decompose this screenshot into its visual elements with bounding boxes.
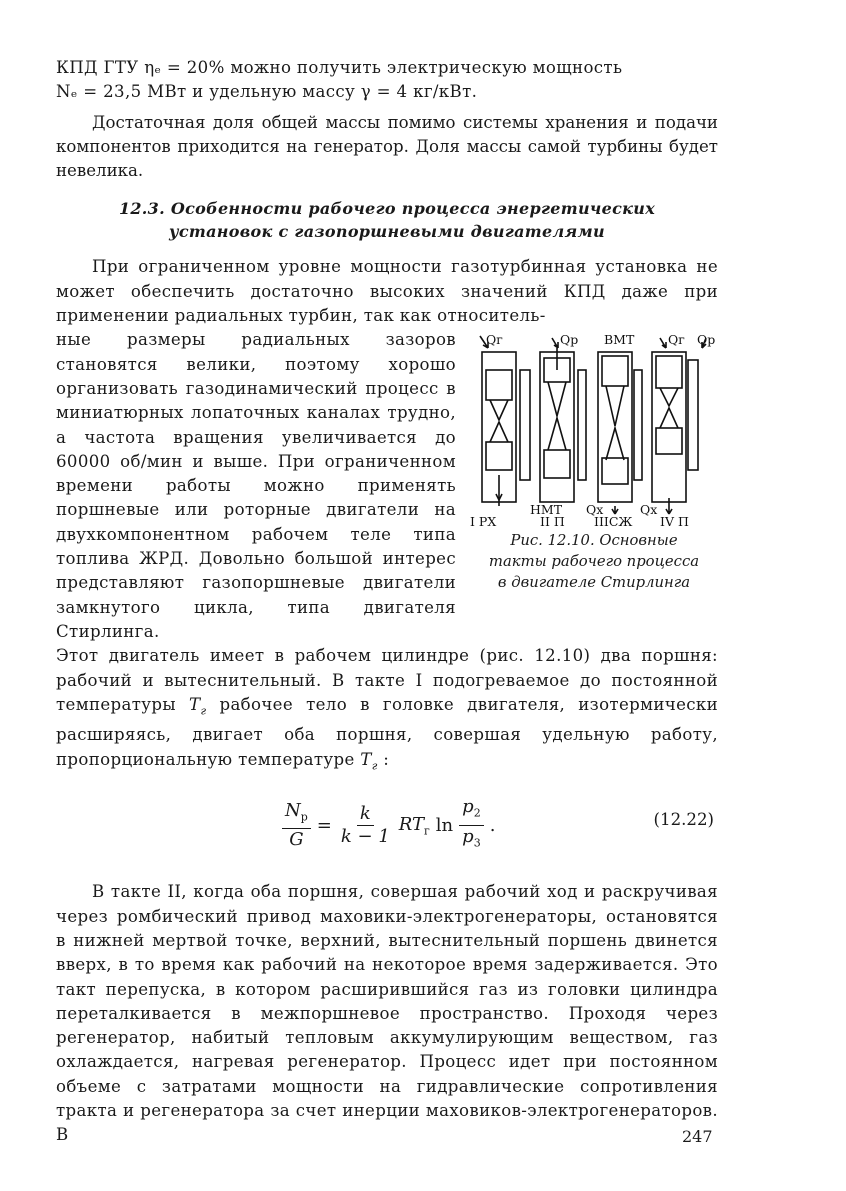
cylinder-4 xyxy=(652,352,686,502)
page-content xyxy=(56,56,718,1148)
var-t-g-2: $T_г$ xyxy=(360,749,378,773)
label-stroke-3: IIIСЖ xyxy=(594,514,633,527)
formula-ln: ln xyxy=(435,814,454,836)
equation-number: (12.22) xyxy=(653,810,714,830)
regenerator-4 xyxy=(688,360,698,470)
displacer-piston-1 xyxy=(486,370,512,400)
working-piston-1 xyxy=(486,442,512,470)
regenerator-1 xyxy=(520,370,530,480)
formula-k-ratio: $\frac{k}{k - 1}$ xyxy=(340,802,390,847)
rod-2 xyxy=(548,382,566,450)
figure-caption xyxy=(470,530,718,593)
para3-tail-part2: рабочее тело в головке двигателя, изотермически расширяясь, двигает оба поршня, совершая удельную работу, пропорциональную температуре xyxy=(56,694,719,769)
formula-body: $\frac{N_р}{G}$ = $\frac{k}{k - 1}$ $RT_г$ ln $\frac{p_2}{p_3}$ . xyxy=(282,796,495,854)
figure-stirling xyxy=(470,330,718,593)
para3-full: При ограниченном уровне мощности газотурбинная установка не может обеспечить достаточно высоких значений КПД даже при применении радиальных турбин, так как относитель- xyxy=(56,257,718,326)
page-number: 247 xyxy=(682,1127,713,1146)
var-t-g-1: $T_г$ xyxy=(189,694,207,718)
section-heading-line2: установок с газопоршневыми двигателями xyxy=(169,222,605,242)
formula-12-22 xyxy=(56,788,718,864)
label-q-g-2: Qг xyxy=(668,332,685,348)
working-piston-2 xyxy=(544,450,570,478)
para1-line2: Nₑ = 23,5 МВт и удельную массу γ = 4 кг/кВт. xyxy=(56,82,478,102)
displacer-piston-3 xyxy=(602,356,628,386)
section-heading xyxy=(56,197,718,243)
label-q-r-2: Qр xyxy=(697,332,716,348)
para3-tail-part1: Этот двигатель имеет в рабочем цилиндре (рис. 12.10) два поршня: рабочий и вытеснительный. В такте I подогреваемое до постоянной температуры xyxy=(56,646,718,714)
rod-4 xyxy=(660,388,678,428)
regenerator-3 xyxy=(634,370,642,480)
stirling-cycle-diagram xyxy=(470,330,718,526)
para3-wrapped: ные размеры радиальных зазоров становятся велики, поэтому хорошо организовать газодинамический процесс в миниатюрных лопаточных каналах трудно, а частота вращения увеличивается до 60000 об/мин и выше. При ограниченном времени работы можно применять поршневые или роторные двигатели на двухкомпонентном рабочем теле типа топлива ЖРД. Довольно большой интерес представляют газопоршневые двигатели замкнутого цикла, типа двигателя Стирлинга. xyxy=(56,330,456,641)
para3-tail: Этот двигатель имеет в рабочем цилиндре (рис. 12.10) два поршня: рабочий и вытеснительный. В такте I подогреваемое до постоянной температуры $T_г$ рабочее тело в головке двигателя, изотермически расширяясь, двигает оба поршня, совершая удельную работу, пропорциональную температуре $T_г$ : xyxy=(56,646,719,773)
label-stroke-4: IV П xyxy=(660,514,689,527)
figure-caption-line3: в двигателе Стирлинга xyxy=(497,574,691,592)
label-stroke-2: II П xyxy=(540,514,565,527)
formula-rt: $RT_г$ xyxy=(398,813,430,838)
formula-p-ratio: $\frac{p_2}{p_3}$ xyxy=(459,796,484,854)
figure-caption-line2: такты рабочего процесса xyxy=(488,553,700,571)
rod-3 xyxy=(606,386,624,460)
label-q-r-1: Qр xyxy=(560,332,579,348)
formula-lhs: $\frac{N_р}{G}$ xyxy=(282,800,311,852)
working-piston-4 xyxy=(656,428,682,454)
para1-line1: КПД ГТУ ηₑ = 20% можно получить электрическую мощность xyxy=(56,58,623,77)
section-heading-line1: 12.3. Особенности рабочего процесса энергетических xyxy=(118,199,656,219)
para4: В такте II, когда оба поршня, совершая рабочий ход и раскручивая через ромбический привод маховики-электрогенераторы, остановятся в нижней мертвой точке, верхний, вытеснительный поршень двинется вверх, в то время как рабочий на некоторое время задерживается. Это такт перепуска, в котором расширившийся газ из головки цилиндра переталкивается в межпоршневое пространство. Проходя через регенератор, набитый тепловым аккумулирующим веществом, газ охлаждается, нагревая регенератор. Процесс идет при постоянном объеме с затратами мощности на гидравлические сопротивления тракта и регенератора за счет инерции маховиков-электрогенераторов. В xyxy=(56,882,718,1145)
label-q-g-1: Qг xyxy=(486,332,503,348)
cylinder-2 xyxy=(540,352,574,502)
para2: Достаточная доля общей массы помимо системы хранения и подачи компонентов приходится на генератор. Доля массы самой турбины будет невелика. xyxy=(56,112,718,181)
label-stroke-1: I РХ xyxy=(470,514,497,527)
label-q-x-1: Qх xyxy=(586,502,604,518)
rod-1 xyxy=(490,400,508,442)
regenerator-2 xyxy=(578,370,586,480)
figure-caption-line1: Рис. 12.10. Основные xyxy=(510,532,678,550)
displacer-piston-4 xyxy=(656,356,682,388)
label-q-x-2: Qх xyxy=(640,502,658,518)
working-piston-3 xyxy=(602,458,628,484)
label-bmt: ВМТ xyxy=(604,332,635,348)
label-nmt: НМТ xyxy=(530,502,563,518)
